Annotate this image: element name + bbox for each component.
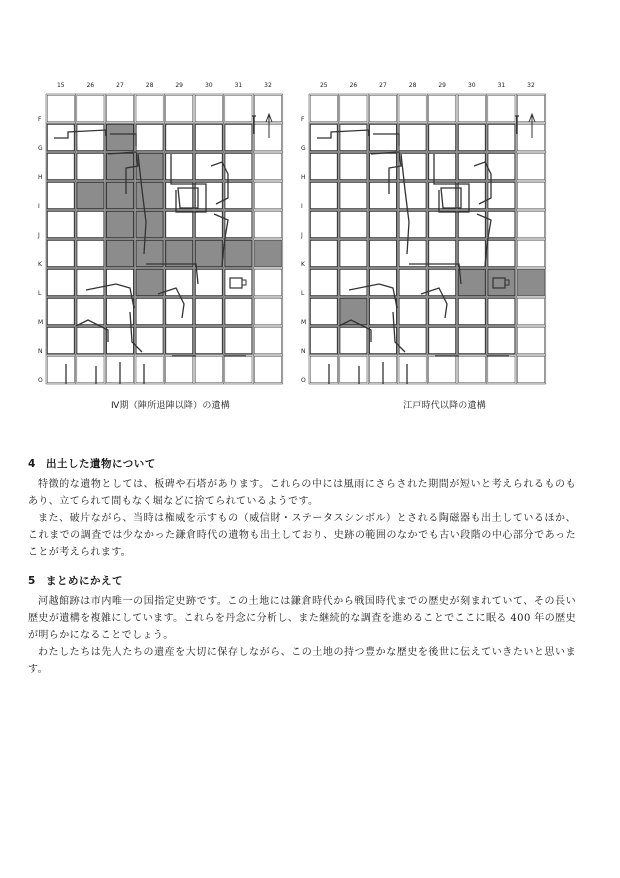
row-label: N (38, 348, 43, 355)
row-label: K (301, 261, 305, 268)
col-label: 31 (497, 82, 506, 89)
shaded-cell (488, 269, 515, 296)
row-label: O (38, 377, 43, 384)
col-label: 26 (349, 82, 358, 89)
row-label: H (38, 174, 43, 181)
col-label: 30 (204, 82, 213, 89)
row-label: H (301, 174, 306, 181)
paragraph: 特徴的な遺物としては、板碑や石塔があります。これらの中には風雨にさらされた期間が短いと考えられるものもあり、立てられて間もなく堀などに捨てられているようです。 (28, 479, 576, 507)
shaded-cell (517, 269, 544, 296)
col-label: 32 (527, 82, 535, 89)
row-label: I (301, 203, 303, 210)
row-label: I (38, 203, 40, 210)
section-heading (28, 573, 576, 588)
col-label: 26 (86, 82, 95, 89)
col-label: 15 (56, 82, 65, 89)
row-label: F (38, 116, 42, 123)
excavation-map (38, 94, 283, 384)
shaded-cell (106, 124, 133, 151)
shaded-cell (106, 240, 133, 267)
shaded-cell (106, 153, 133, 180)
shaded-cell (106, 211, 133, 238)
row-label: G (301, 145, 306, 152)
shaded-cell (195, 240, 222, 267)
shaded-cell (136, 269, 163, 296)
figure-caption: 江戸時代以降の遺構 (403, 401, 486, 411)
col-label: 29 (175, 82, 183, 89)
shaded-cell (106, 182, 133, 209)
col-label: 27 (379, 82, 387, 89)
shaded-cell (136, 240, 163, 267)
row-label: F (301, 116, 305, 123)
col-label: 29 (438, 82, 446, 89)
figure-caption: Ⅳ期（陣所退陣以降）の遺構 (111, 401, 230, 411)
excavation-map (301, 94, 546, 384)
shaded-cell (254, 240, 281, 267)
section-title: まとめにかえて (46, 575, 123, 587)
row-label: M (38, 319, 44, 326)
col-label: 32 (264, 82, 272, 89)
shaded-cell (166, 240, 193, 267)
col-label: 27 (116, 82, 124, 89)
paragraph: また、破片ながら、当時は権威を示すもの（威信財・ステータスシンボル）とされる陶磁器も出土しているほか、これまでの調査では少なかった鎌倉時代の遺物も出土しており、史跡の範囲のなかでも古い段階の中心部分であったことが考えられます。 (28, 513, 576, 558)
row-label: N (301, 348, 306, 355)
paragraph: 河越館跡は市内唯一の国指定史跡です。この土地には鎌倉時代から戦国時代までの歴史が刻まれていて、その長い歴史が遺構を複雑にしています。これらを丹念に分析し、また継続的な調査を進めることでここに眠る 400 年の歴史が明らかになることでしょう。 (28, 596, 576, 641)
section-title: 出土した遺物について (46, 458, 156, 470)
section-artifacts (28, 456, 576, 561)
shaded-cell (136, 182, 163, 209)
row-label: G (38, 145, 43, 152)
section-heading (28, 456, 576, 471)
row-label: K (38, 261, 42, 268)
col-label: 28 (145, 82, 154, 89)
col-label: 25 (319, 82, 328, 89)
row-label: L (301, 290, 305, 297)
shaded-cell (77, 182, 104, 209)
grid-map-left (46, 94, 283, 384)
shaded-cell (458, 269, 485, 296)
col-label: 28 (408, 82, 417, 89)
figure-edo-period (303, 82, 546, 411)
row-label: J (301, 232, 303, 239)
column-labels (309, 82, 546, 94)
row-label: J (38, 232, 40, 239)
figure-period-iv (40, 82, 283, 411)
shaded-cell (225, 240, 252, 267)
row-label: O (301, 377, 306, 384)
paragraph: わたしたちは先人たちの遺産を大切に保存しながら、この土地の持つ豊かな歴史を後世に伝えていきたいと思います。 (28, 647, 576, 675)
section-number: 5 (28, 575, 36, 587)
grid-map-right (309, 94, 546, 384)
shaded-cell (136, 211, 163, 238)
section-conclusion (28, 573, 576, 678)
column-labels (46, 82, 283, 94)
col-label: 31 (234, 82, 243, 89)
row-label: L (38, 290, 42, 297)
row-label: M (301, 319, 307, 326)
section-number: 4 (28, 458, 36, 470)
col-label: 30 (467, 82, 476, 89)
